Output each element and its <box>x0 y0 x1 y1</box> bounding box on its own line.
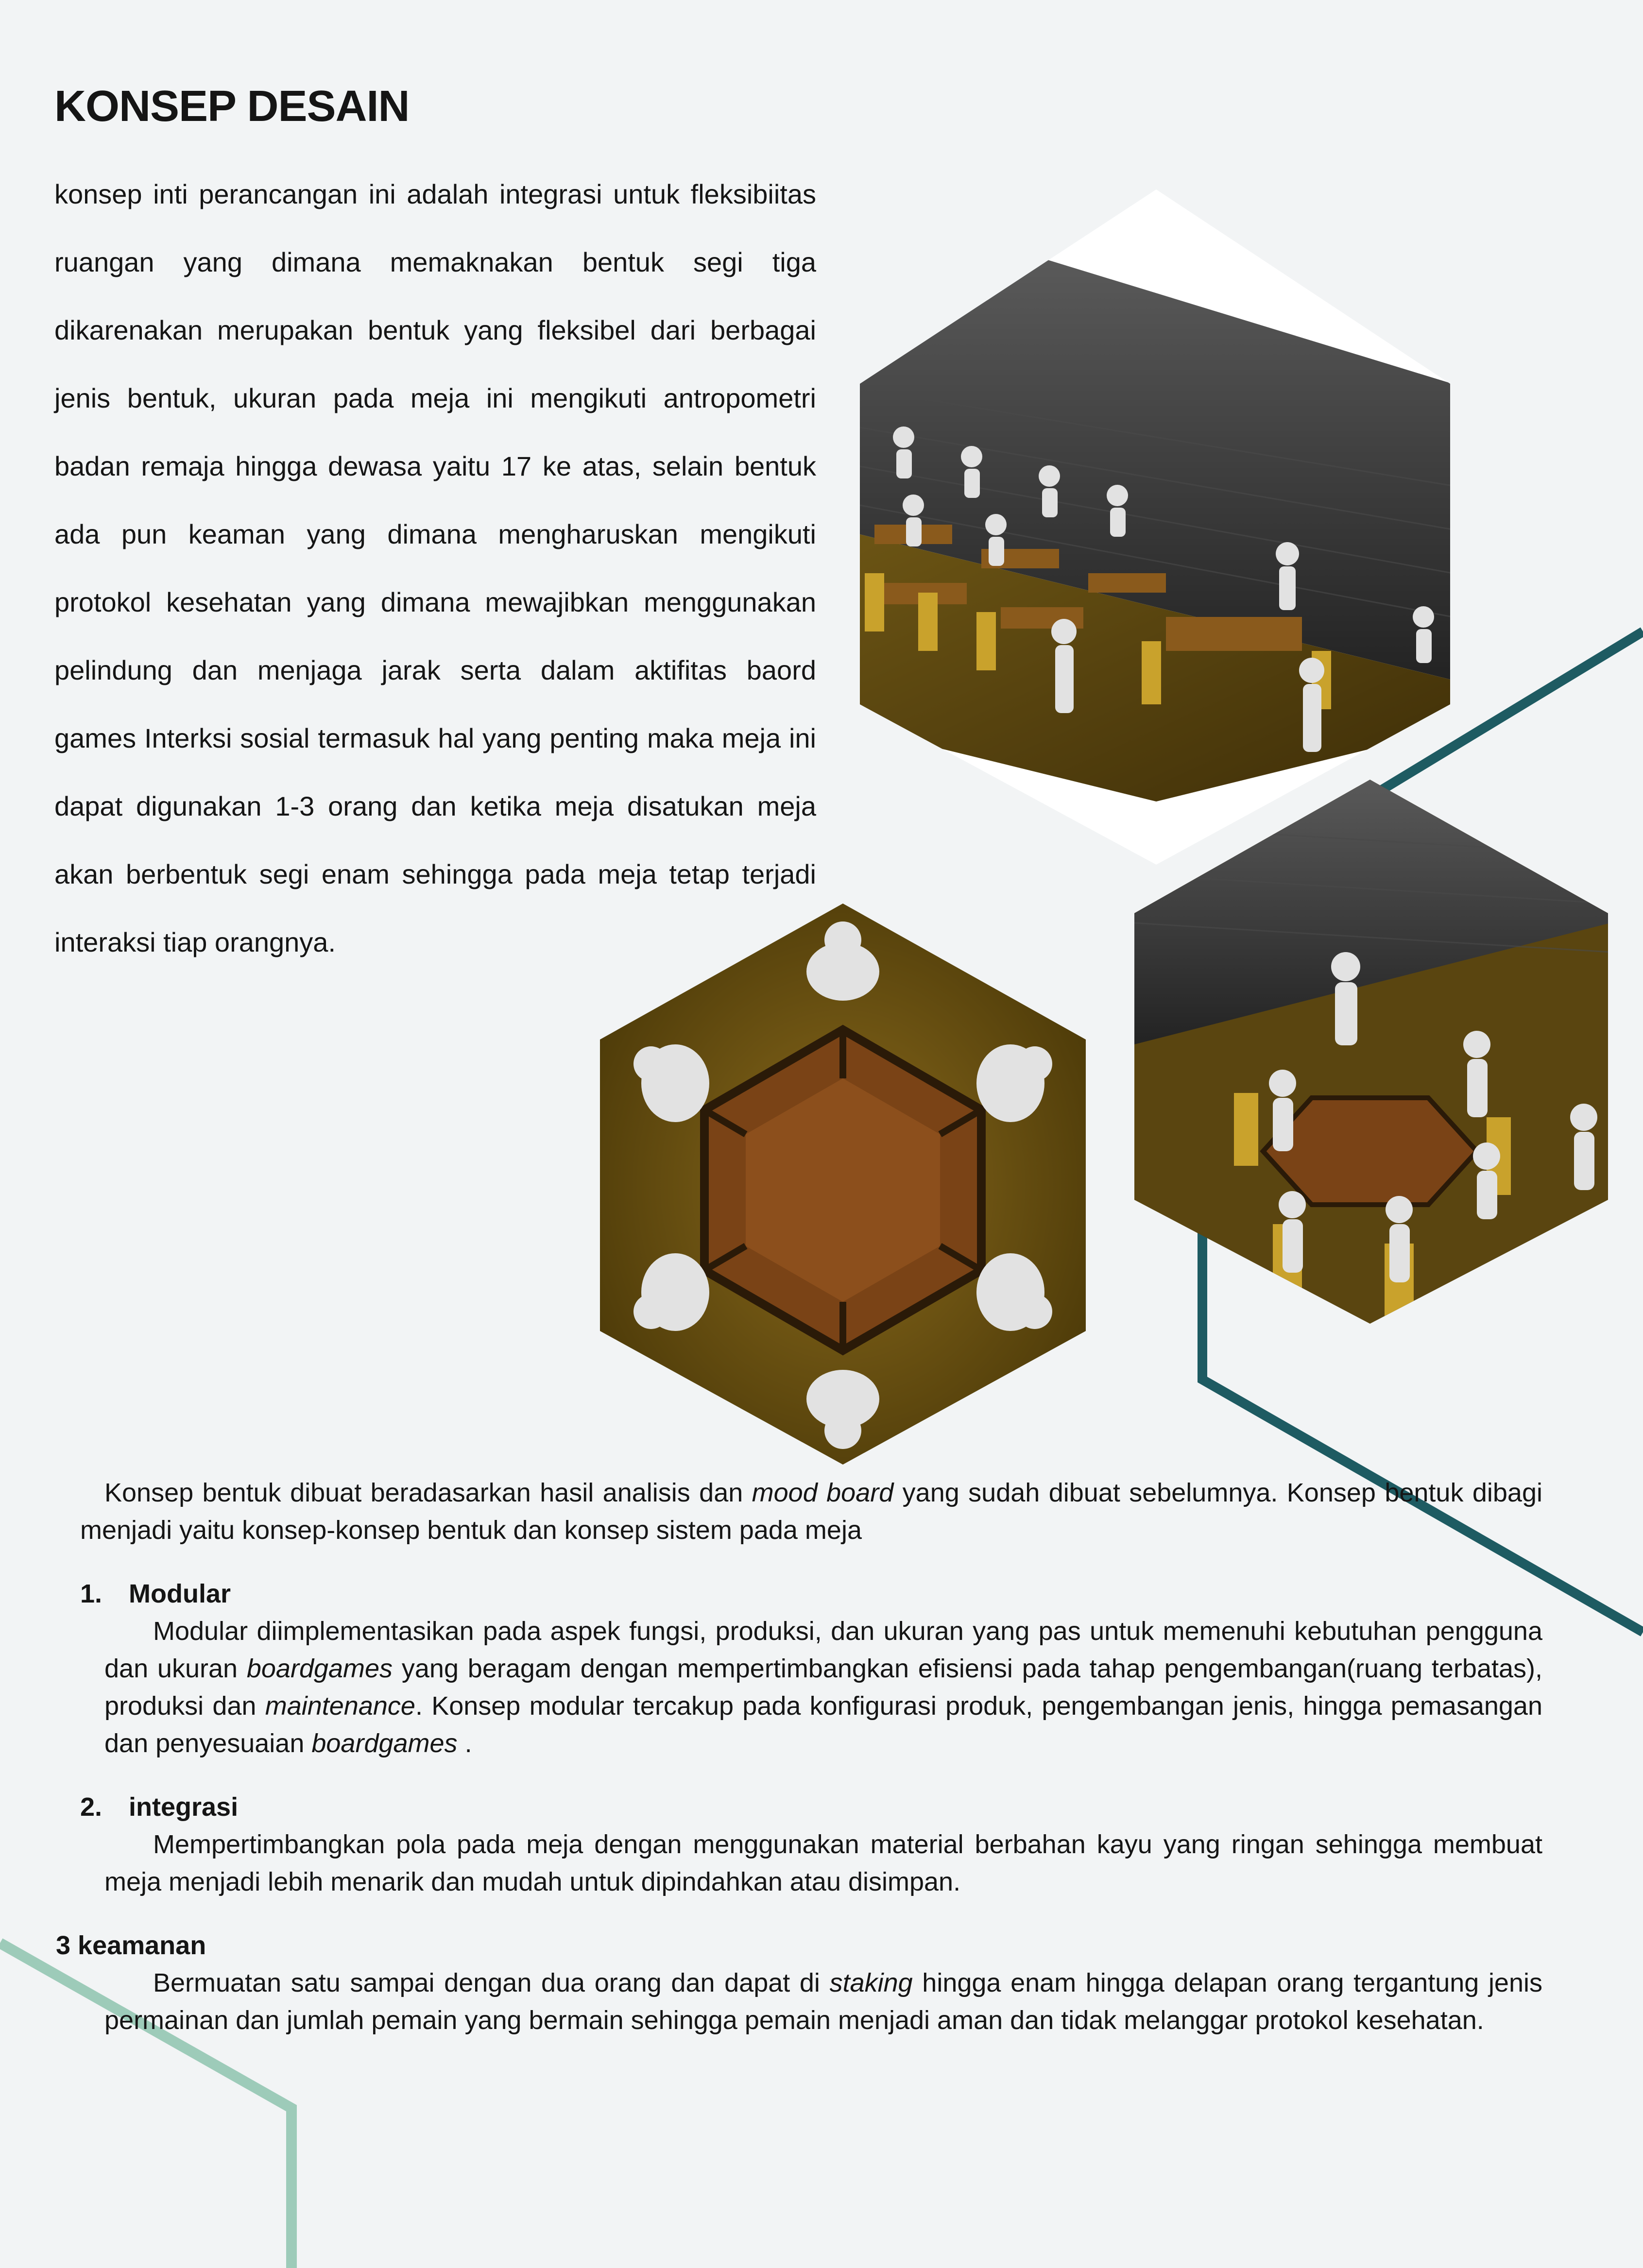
body-italic: staking <box>829 1968 913 1997</box>
lead-italic: mood board <box>752 1478 894 1507</box>
section-modular-body <box>80 1613 1542 1762</box>
section-integrasi-heading <box>80 1789 1542 1826</box>
body-italic: boardgames <box>311 1729 458 1758</box>
body-text: yang beragam dengan mempertimbangkan efisiensi pada tahap pengembangan(ruang terbatas), produksi dan <box>104 1654 1542 1721</box>
body-text: . <box>457 1729 472 1758</box>
lead-text-1: Konsep bentuk dibuat beradasarkan hasil analisis dan <box>104 1478 752 1507</box>
section-modular-heading <box>80 1575 1542 1613</box>
section-heading-text: 3 keamanan <box>56 1931 206 1960</box>
body-text: Modular diimplementasikan pada aspek fungsi, produksi, dan ukuran yang pas untuk memenuhi kebutuhan pengguna dan ukuran <box>104 1617 1542 1683</box>
body-text: hingga enam hingga delapan orang tergantung jenis permainan dan jumlah pemain yang bermain sehingga pemain menjadi aman dan tidak melanggar protokol kesehatan. <box>104 1968 1542 2035</box>
section-number: 2. <box>80 1792 103 1822</box>
body-text: Bermuatan satu sampai dengan dua orang dan dapat di <box>153 1968 830 1997</box>
section-number: 1. <box>80 1579 103 1608</box>
section-keamanan-heading <box>56 1927 1542 1964</box>
intro-text: konsep inti perancangan ini adalah integrasi untuk fleksibiitas ruangan yang dimana memaknakan bentuk segi tiga dikarenakan merupakan bentuk yang fleksibel dari berbagai jenis bentuk, ukuran pada meja ini mengikuti antropometri badan remaja hingga dewasa yaitu 17 ke atas, selain bentuk ada pun keaman yang dimana mengharuskan mengikuti protokol kesehatan yang dimana mewajibkan menggunakan pelindung dan menjaga jarak serta dalam aktifitas baord games Interksi sosial termasuk hal yang penting maka meja ini dapat digunakan 1-3 orang dan ketika meja disatukan meja akan berbentuk segi enam sehingga pada meja tetap terjadi interaksi tiap orangnya. <box>54 179 816 957</box>
concept-description <box>56 1474 1542 2039</box>
section-keamanan-body <box>80 1964 1542 2039</box>
body-italic: boardgames <box>246 1654 393 1683</box>
section-heading-text: integrasi <box>129 1792 239 1822</box>
page-title: KONSEP DESAIN <box>54 82 410 131</box>
render-room-overview <box>860 189 1453 865</box>
body-italic: maintenance <box>265 1691 415 1721</box>
section-heading-text: Modular <box>129 1579 231 1608</box>
body-text: Mempertimbangkan pola pada meja dengan menggunakan material berbahan kayu yang ringan sehingga membuat meja menjadi lebih menarik dan mudah untuk dipindahkan atau disimpan. <box>104 1830 1542 1896</box>
lead-paragraph <box>80 1474 1542 1549</box>
intro-paragraph <box>54 160 816 976</box>
body-text: . Konsep modular tercakup pada konfigurasi produk, pengembangan jenis, hingga pemasangan dan penyesuaian <box>104 1691 1542 1758</box>
section-integrasi-body <box>80 1826 1542 1901</box>
render-hexagon-table-top-view <box>600 904 1086 1467</box>
lead-text-2: yang sudah dibuat sebelumnya. Konsep bentuk dibagi menjadi yaitu konsep-konsep bentuk dan konsep sistem pada meja <box>80 1478 1542 1545</box>
